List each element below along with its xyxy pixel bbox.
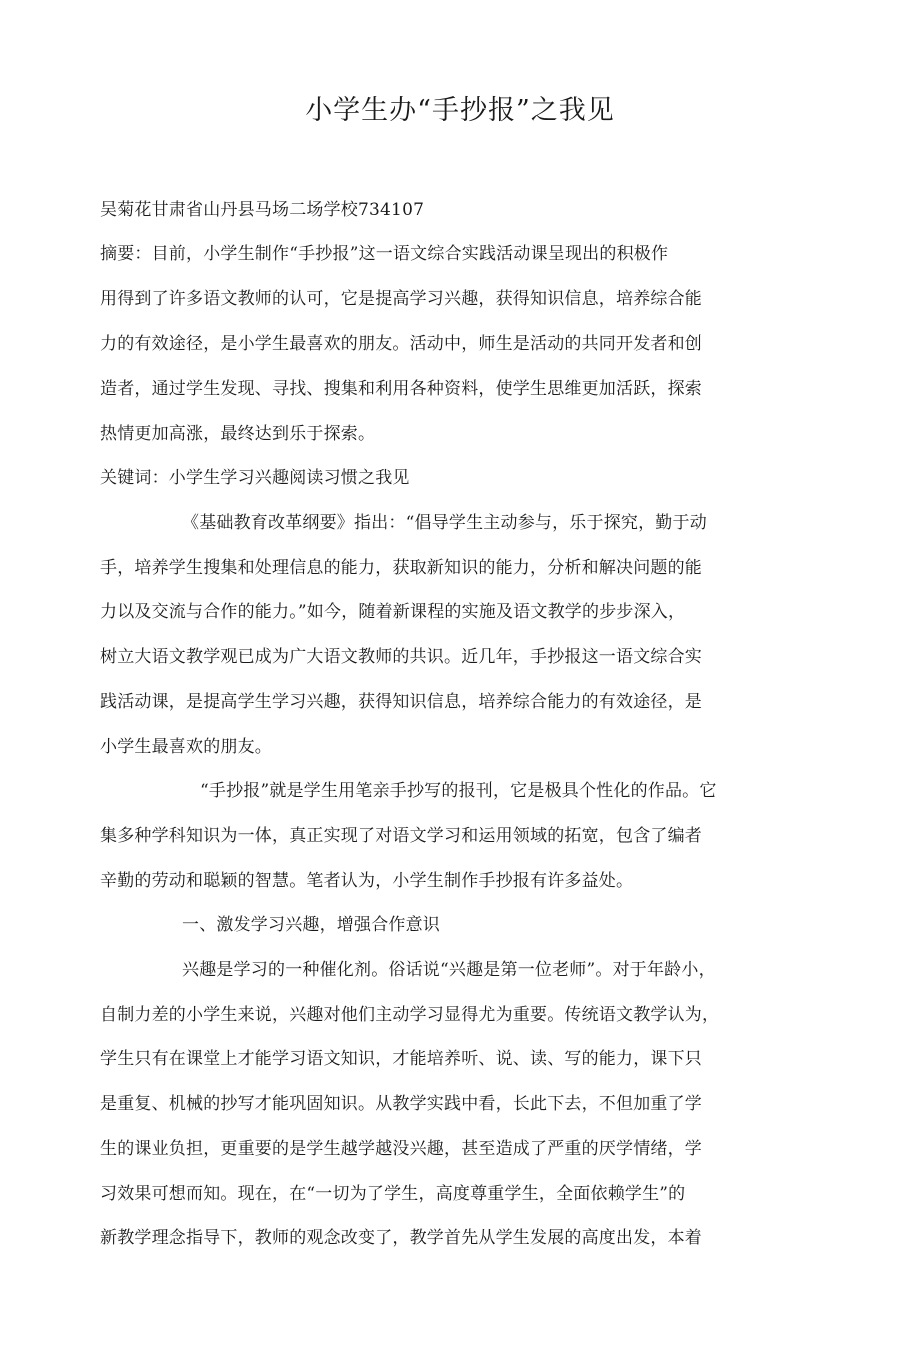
abstract-line: 热情更加高涨，最终达到乐于探索。 [100, 424, 376, 444]
paragraph-line: 兴趣是学习的一种催化剂。俗话说“兴趣是第一位老师”。对于年龄小， [182, 960, 716, 980]
paragraph-line: 辛勤的劳动和聪颖的智慧。笔者认为，小学生制作手抄报有许多益处。 [100, 871, 634, 891]
paragraph-line: 生的课业负担，更重要的是学生越学越没兴趣，甚至造成了严重的厌学情绪，学 [100, 1139, 702, 1159]
paragraph-line: 手，培养学生搜集和处理信息的能力，获取新知识的能力，分析和解决问题的能 [100, 558, 702, 578]
paragraph-line: 自制力差的小学生来说，兴趣对他们主动学习显得尤为重要。传统语文教学认为， [100, 1005, 720, 1025]
paragraph-line: “手抄报”就是学生用笔亲手抄写的报刊，它是极具个性化的作品。它 [200, 781, 717, 801]
paragraph-line: 力以及交流与合作的能力。”如今，随着新课程的实施及语文教学的步步深入， [100, 602, 686, 622]
abstract-line: 力的有效途径，是小学生最喜欢的朋友。活动中，师生是活动的共同开发者和创 [100, 334, 702, 354]
paragraph-line: 学生只有在课堂上才能学习语文知识，才能培养听、说、读、写的能力，课下只 [100, 1049, 702, 1069]
paragraph-line: 是重复、机械的抄写才能巩固知识。从教学实践中看，长此下去，不但加重了学 [100, 1094, 702, 1114]
abstract-line: 摘要：目前，小学生制作“手抄报”这一语文综合实践活动课呈现出的积极作 [100, 244, 669, 264]
section-heading: 一、激发学习兴趣，增强合作意识 [182, 915, 440, 935]
keywords-line: 关键词：小学生学习兴趣阅读习惯之我见 [100, 468, 410, 488]
abstract-line: 造者，通过学生发现、寻找、搜集和利用各种资料，使学生思维更加活跃，探索 [100, 379, 702, 399]
document-title: 小学生办“手抄报”之我见 [305, 95, 615, 126]
paragraph-line: 《基础教育改革纲要》指出：“倡导学生主动参与，乐于探究，勤于动 [182, 513, 707, 533]
paragraph-line: 集多种学科知识为一体，真正实现了对语文学习和运用领域的拓宽，包含了编者 [100, 826, 702, 846]
author-line: 吴菊花甘肃省山丹县马场二场学校734107 [100, 200, 425, 220]
paragraph-line: 小学生最喜欢的朋友。 [100, 737, 272, 757]
paragraph-line: 树立大语文教学观已成为广大语文教师的共识。近几年，手抄报这一语文综合实 [100, 647, 702, 667]
paragraph-line: 新教学理念指导下，教师的观念改变了，教学首先从学生发展的高度出发，本着 [100, 1228, 702, 1248]
paragraph-line: 习效果可想而知。现在，在“一切为了学生，高度尊重学生，全面依赖学生”的 [100, 1184, 686, 1204]
paragraph-line: 践活动课，是提高学生学习兴趣，获得知识信息，培养综合能力的有效途径，是 [100, 692, 702, 712]
abstract-line: 用得到了许多语文教师的认可，它是提高学习兴趣，获得知识信息，培养综合能 [100, 289, 702, 309]
